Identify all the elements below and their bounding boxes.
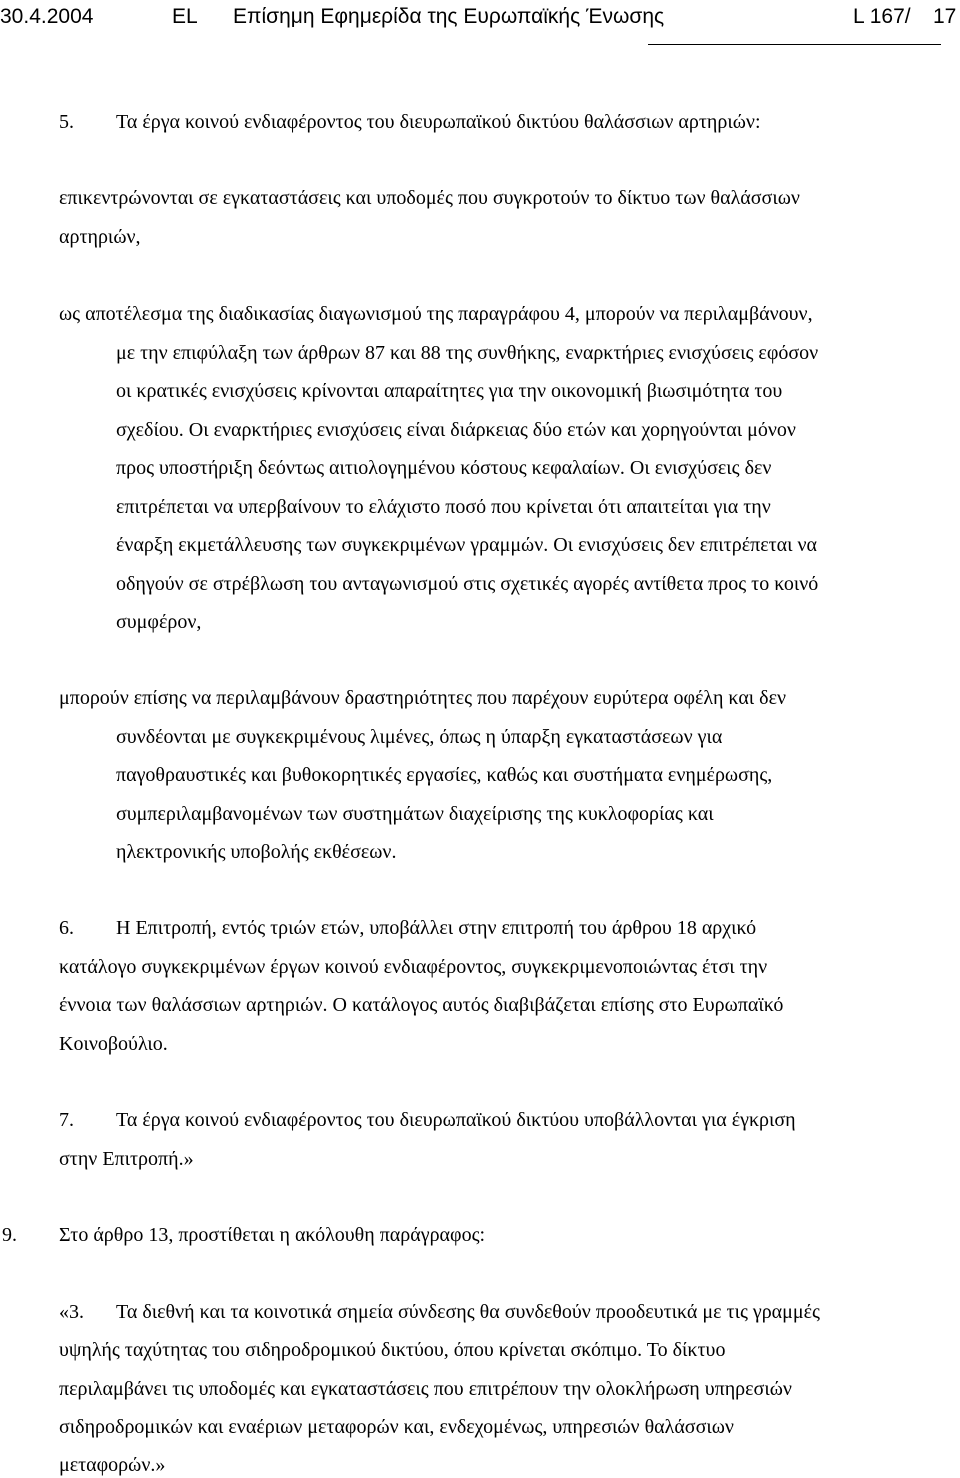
text-line: συμφέρον, bbox=[116, 611, 202, 633]
paragraph-number: 5. bbox=[59, 111, 74, 133]
text-line: οδηγούν σε στρέβλωση του ανταγωνισμού στις σχετικές αγορές αντίθετα προς το κοινό bbox=[116, 573, 819, 595]
header-page-number: 17 bbox=[933, 5, 957, 28]
text-line: έννοια των θαλάσσιων αρτηριών. Ο κατάλογος αυτός διαβιβάζεται επίσης στο Ευρωπαϊκό bbox=[59, 994, 784, 1016]
header-rule bbox=[648, 44, 941, 45]
text-line: Η Επιτροπή, εντός τριών ετών, υποβάλλει στην επιτροπή του άρθρου 18 αρχικό bbox=[116, 917, 757, 939]
text-line: ως αποτέλεσμα της διαδικασίας διαγωνισμού της παραγράφου 4, μπορούν να περιλαμβάνουν, bbox=[59, 303, 813, 325]
text-line: Τα έργα κοινού ενδιαφέροντος του διευρωπαϊκού δικτύου υποβάλλονται για έγκριση bbox=[116, 1109, 796, 1131]
text-line: μεταφορών.» bbox=[59, 1454, 166, 1476]
text-line: Τα έργα κοινού ενδιαφέροντος του διευρωπαϊκού δικτύου θαλάσσιων αρτηριών: bbox=[116, 111, 761, 133]
text-line: ηλεκτρονικής υποβολής εκθέσεων. bbox=[116, 841, 397, 863]
paragraph-number: «3. bbox=[59, 1301, 84, 1323]
header-series: L 167/ bbox=[853, 5, 911, 28]
text-line: σχεδίου. Οι εναρκτήριες ενισχύσεις είναι διάρκειας δύο ετών και χορηγούνται μόνον bbox=[116, 419, 796, 441]
text-line: Στο άρθρο 13, προστίθεται η ακόλουθη παράγραφος: bbox=[59, 1224, 486, 1246]
text-line: Τα διεθνή και τα κοινοτικά σημεία σύνδεσης θα συνδεθούν προοδευτικά με τις γραμμές bbox=[116, 1301, 820, 1323]
point-number: 9. bbox=[2, 1224, 17, 1246]
header-journal-title: Επίσημη Εφημερίδα της Ευρωπαϊκής Ένωσης bbox=[233, 5, 665, 28]
text-line: υψηλής ταχύτητας του σιδηροδρομικού δικτύου, όπου κρίνεται σκόπιμο. Το δίκτυο bbox=[59, 1339, 726, 1361]
text-line: Κοινοβούλιο. bbox=[59, 1033, 168, 1055]
text-line: επικεντρώνονται σε εγκαταστάσεις και υποδομές που συγκροτούν το δίκτυο των θαλάσσιων bbox=[59, 187, 800, 209]
text-line: οι κρατικές ενισχύσεις κρίνονται απαραίτητες για την οικονομική βιωσιμότητα του bbox=[116, 380, 783, 402]
text-line: στην Επιτροπή.» bbox=[59, 1148, 194, 1170]
text-line: παγοθραυστικές και βυθοκορητικές εργασίες, καθώς και συστήματα ενημέρωσης, bbox=[116, 764, 773, 786]
text-line: έναρξη εκμετάλλευσης των συγκεκριμένων γραμμών. Οι ενισχύσεις δεν επιτρέπεται να bbox=[116, 534, 818, 556]
text-line: κατάλογο συγκεκριμένων έργων κοινού ενδιαφέροντος, συγκεκριμενοποιώντας έτσι την bbox=[59, 956, 768, 978]
header-language: EL bbox=[172, 5, 198, 28]
text-line: αρτηριών, bbox=[59, 226, 141, 248]
paragraph-number: 7. bbox=[59, 1109, 74, 1131]
header-date: 30.4.2004 bbox=[0, 5, 94, 28]
text-line: σιδηροδρομικών και εναέριων μεταφορών και, ενδεχομένως, υπηρεσιών θαλάσσιων bbox=[59, 1416, 734, 1438]
page-header bbox=[0, 0, 960, 34]
paragraph-number: 6. bbox=[59, 917, 74, 939]
text-line: συνδέονται με συγκεκριμένους λιμένες, όπως η ύπαρξη εγκαταστάσεων για bbox=[116, 726, 723, 748]
text-line: επιτρέπεται να υπερβαίνουν το ελάχιστο ποσό που κρίνεται ότι απαιτείται για την bbox=[116, 496, 771, 518]
text-line: προς υποστήριξη δεόντως αιτιολογημένου κόστους κεφαλαίων. Οι ενισχύσεις δεν bbox=[116, 457, 772, 479]
text-line: συμπεριλαμβανομένων των συστημάτων διαχείρισης της κυκλοφορίας και bbox=[116, 803, 714, 825]
text-line: μπορούν επίσης να περιλαμβάνουν δραστηριότητες που παρέχουν ευρύτερα οφέλη και δεν bbox=[59, 687, 787, 709]
text-line: περιλαμβάνει τις υποδομές και εγκαταστάσεις που επιτρέπουν την ολοκλήρωση υπηρεσιών bbox=[59, 1378, 792, 1400]
text-line: με την επιφύλαξη των άρθρων 87 και 88 της συνθήκης, εναρκτήριες ενισχύσεις εφόσον bbox=[116, 342, 819, 364]
